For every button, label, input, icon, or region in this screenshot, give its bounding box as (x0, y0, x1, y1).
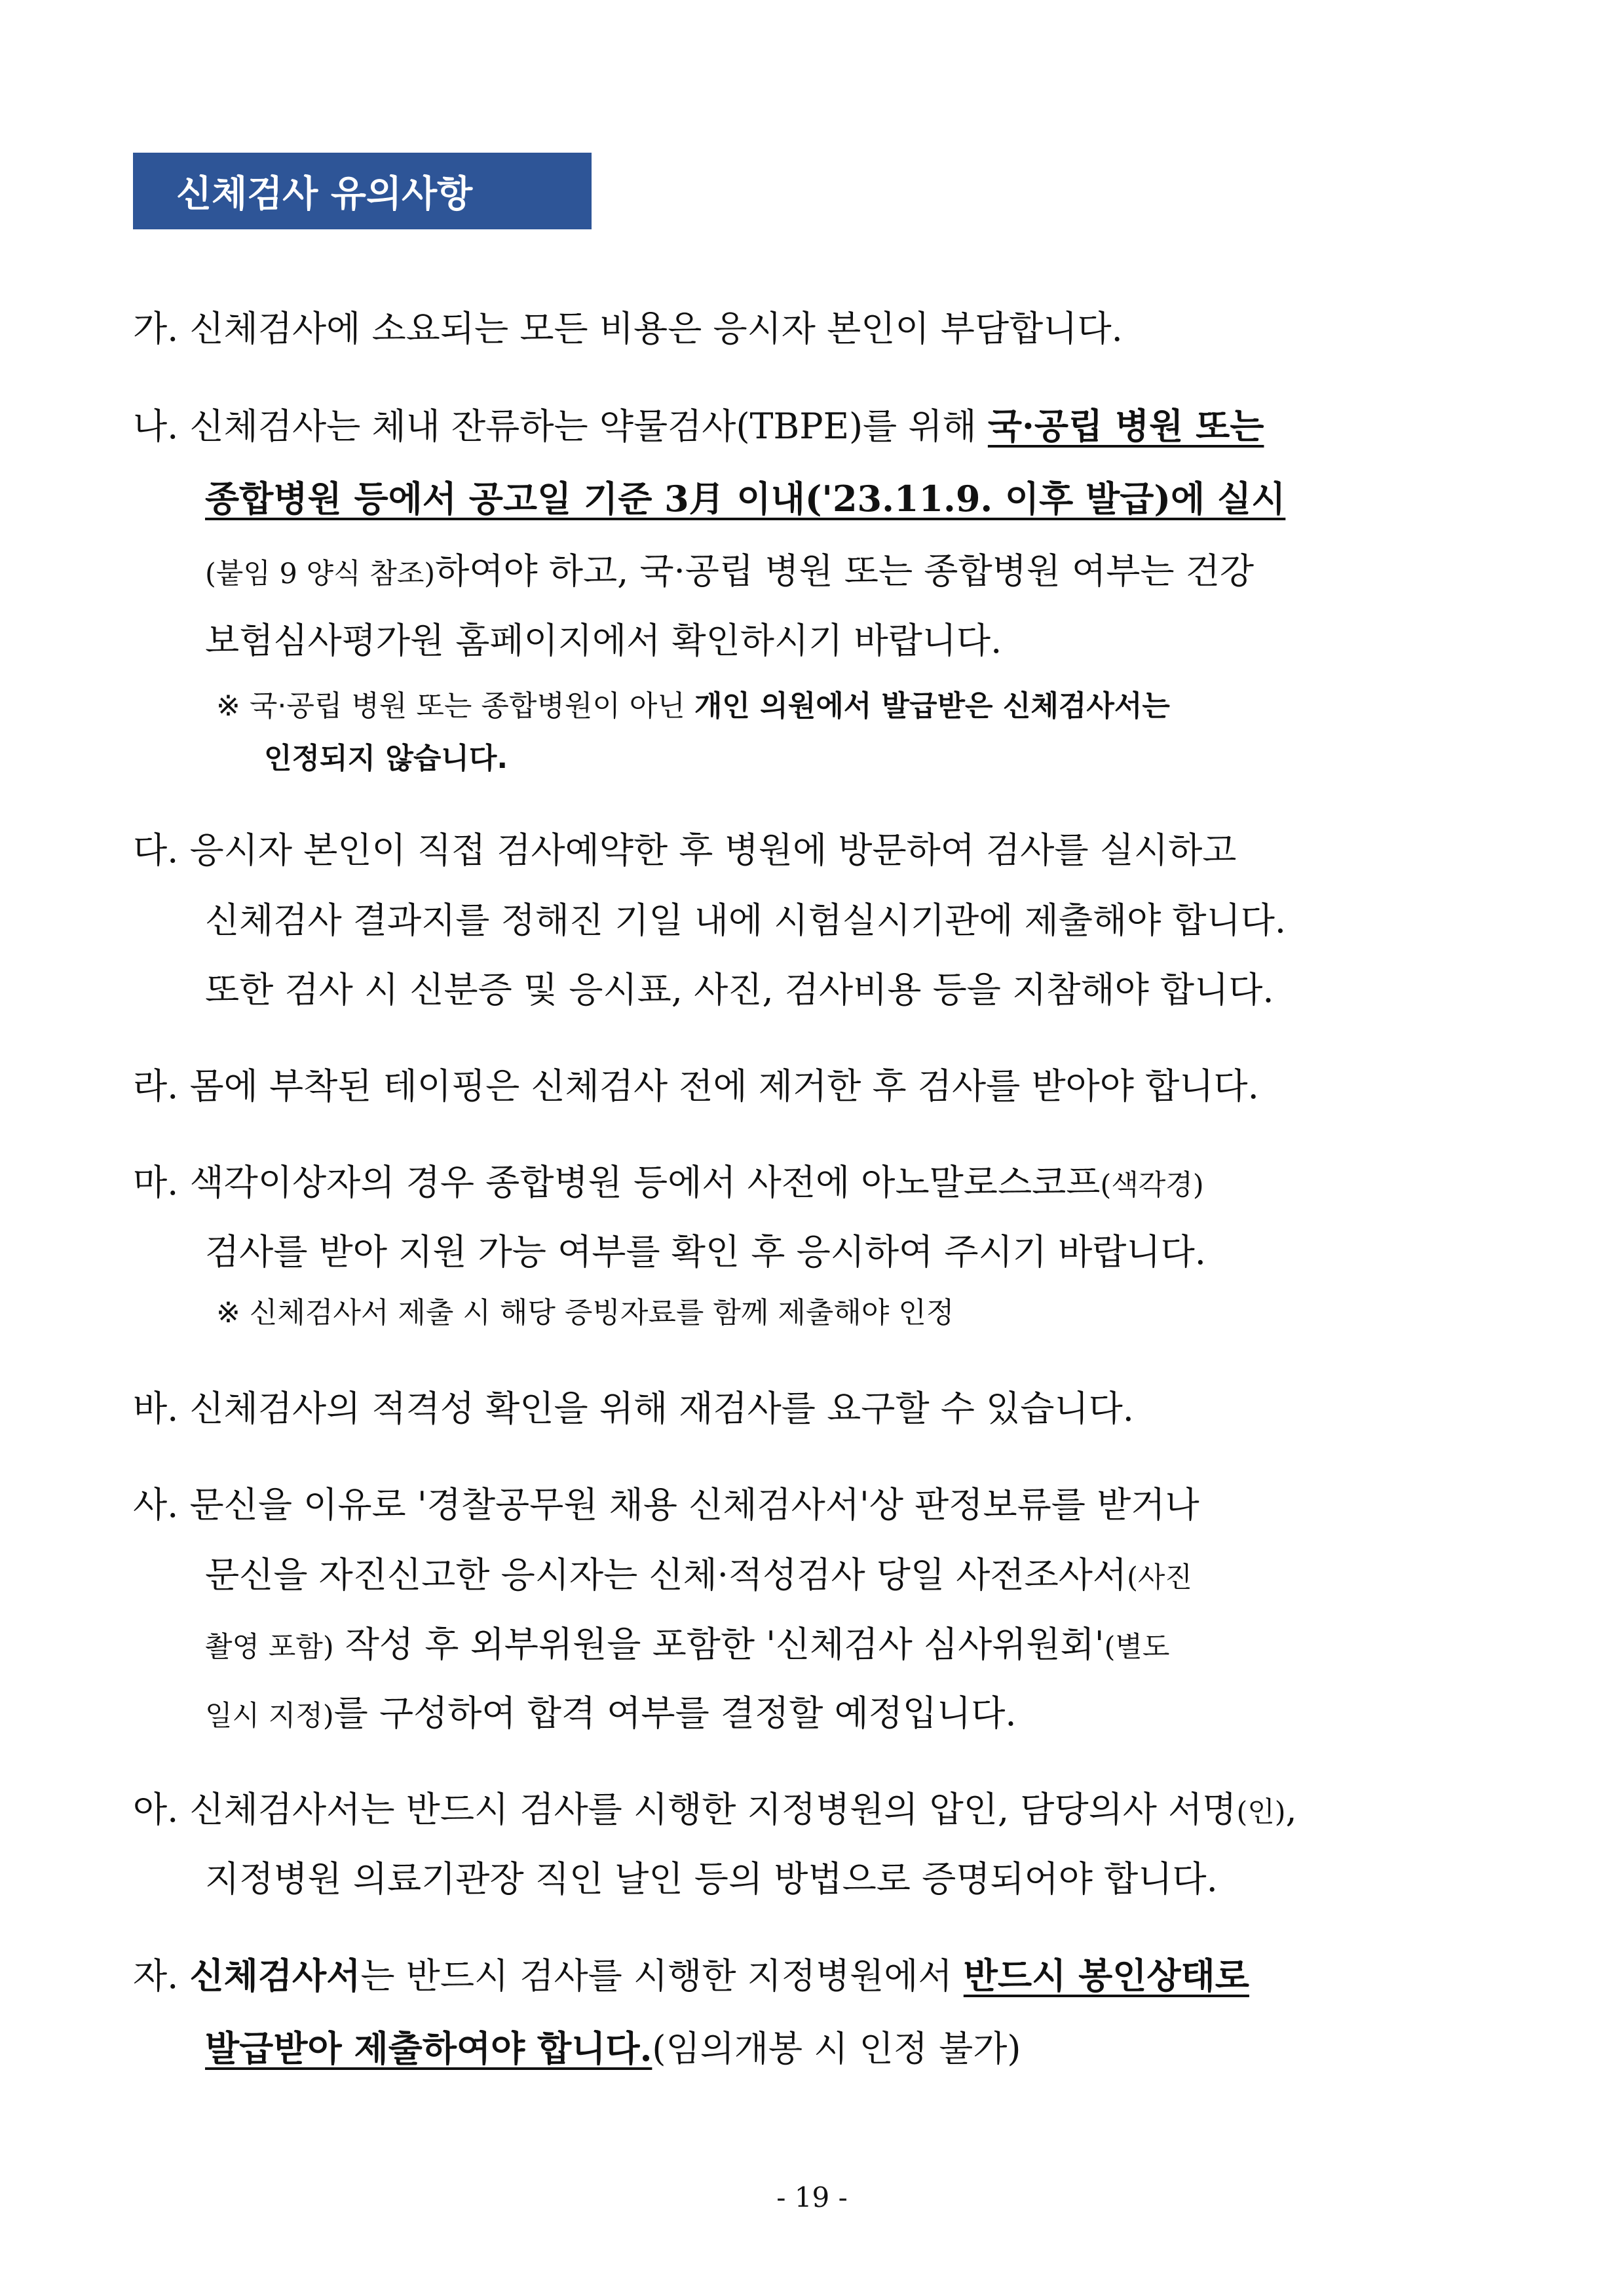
item-na-text: 신체검사는 체내 잔류하는 약물검사(TBPE)를 위해 (189, 406, 988, 447)
item-na-text-4: 보험심사평가원 홈페이지에서 확인하시기 바랍니다. (205, 620, 1002, 661)
item-ja-text: 는 반드시 검사를 시행한 지정병원에서 (360, 1955, 964, 1997)
item-sa-small-2: 촬영 포함) (205, 1631, 334, 1664)
item-sa-text-1: 문신을 이유로 '경찰공무원 채용 신체검사서'상 판정보류를 받거나 (189, 1484, 1199, 1525)
item-sa-text-2: 문신을 자진신고한 응시자는 신체·적성검사 당일 사전조사서 (205, 1554, 1127, 1596)
item-marker: 자. (133, 1955, 179, 1997)
item-na-line1 (133, 401, 1264, 451)
note-mark: ※ (216, 1296, 240, 1330)
page-number: - 19 - (776, 2181, 848, 2213)
item-ja-text-2: (임의개봉 시 인정 불가) (652, 2028, 1021, 2069)
item-sa-line4 (205, 1689, 1017, 1738)
item-na-line2 (205, 474, 1285, 524)
item-marker: 라. (133, 1065, 179, 1107)
item-marker: 바. (133, 1388, 179, 1429)
item-na-text-3: 하여야 하고, 국·공립 병원 또는 종합병원 여부는 건강 (435, 550, 1255, 592)
item-sa-small-4: 일시 지정) (205, 1700, 334, 1732)
section-title (133, 153, 592, 229)
item-sa-small-3: (별도 (1104, 1631, 1170, 1664)
item-marker: 나. (133, 406, 179, 447)
item-ja-emphasis-2: 발급받아 제출하여야 합니다. (205, 2027, 652, 2069)
item-sa-line3 (205, 1620, 1169, 1670)
item-a-line2 (205, 1854, 1218, 1904)
item-ba-text: 신체검사의 적격성 확인을 위해 재검사를 요구할 수 있습니다. (189, 1388, 1134, 1429)
item-da-line1 (133, 826, 1236, 875)
item-marker: 아. (133, 1789, 179, 1830)
item-na-emphasis: 국·공립 병원 또는 (987, 405, 1264, 447)
item-ra (133, 1062, 1259, 1111)
item-na-line4 (205, 616, 1002, 666)
item-da-line2 (205, 896, 1286, 946)
item-ga-text: 신체검사에 소요되는 모든 비용은 응시자 본인이 부담합니다. (189, 308, 1123, 349)
item-da-text-3: 또한 검사 시 신분증 및 응시표, 사진, 검사비용 등을 지참해야 합니다. (205, 969, 1274, 1010)
item-na-emphasis-2: 종합병원 등에서 공고일 기준 3月 이내('23.11.9. 이후 발급)에 실시 (205, 478, 1286, 520)
item-ja-line2 (205, 2023, 1021, 2073)
item-da-text-2: 신체검사 결과지를 정해진 기일 내에 시험실시기관에 제출해야 합니다. (205, 900, 1287, 941)
note-text: 신체검사서 제출 시 해당 증빙자료를 함께 제출해야 인정 (249, 1296, 954, 1330)
item-ra-text: 몸에 부착된 테이핑은 신체검사 전에 제거한 후 검사를 받아야 합니다. (189, 1065, 1259, 1107)
item-ma-text-1: 색각이상자의 경우 종합병원 등에서 사전에 아노말로스코프 (189, 1162, 1101, 1203)
item-ma-line2 (205, 1227, 1206, 1277)
item-sa-line2 (205, 1550, 1192, 1600)
item-ma-small: (색각경) (1100, 1169, 1204, 1202)
item-ma-line1 (133, 1158, 1204, 1208)
note-bold: 개인 의원에서 발급받은 신체검사서는 (694, 689, 1170, 723)
item-ma-note (216, 1292, 954, 1334)
item-na-line3 (205, 546, 1254, 596)
item-a-text-2: 지정병원 의료기관장 직인 날인 등의 방법으로 증명되어야 합니다. (205, 1858, 1218, 1900)
note-bold-2: 인정되지 않습니다. (264, 742, 508, 775)
item-ja-line1 (133, 1951, 1249, 2000)
item-a-text-1: 신체검사서는 반드시 검사를 시행한 지정병원의 압인, 담당의사 서명 (189, 1789, 1237, 1830)
item-ba (133, 1384, 1134, 1434)
item-ma-text-2: 검사를 받아 지원 가능 여부를 확인 후 응시하여 주시기 바랍니다. (205, 1231, 1206, 1272)
item-na-note (216, 685, 1170, 727)
item-sa-text-4: 를 구성하여 합격 여부를 결정할 예정입니다. (333, 1693, 1017, 1734)
item-ja-emphasis: 반드시 봉인상태로 (963, 1955, 1249, 1997)
item-marker: 가. (133, 308, 179, 349)
item-na-note-cont (264, 738, 508, 780)
item-ga (133, 304, 1123, 354)
section-title-text: 신체검사 유의사항 (176, 172, 473, 216)
item-da-line3 (205, 965, 1274, 1015)
note-text: 국·공립 병원 또는 종합병원이 아닌 (249, 689, 694, 723)
note-mark: ※ (216, 689, 240, 723)
item-ja-bold: 신체검사서 (189, 1955, 361, 1997)
item-da-text-1: 응시자 본인이 직접 검사예약한 후 병원에 방문하여 검사를 실시하고 (189, 830, 1237, 871)
item-sa-text-3: 작성 후 외부위원을 포함한 '신체검사 심사위원회' (333, 1624, 1105, 1665)
item-sa-line1 (133, 1480, 1199, 1530)
item-a-small: (인) (1236, 1796, 1286, 1829)
item-sa-small: (사진 (1127, 1561, 1192, 1594)
item-na-reference: (붙임 9 양식 참조) (205, 558, 436, 590)
item-marker: 다. (133, 830, 179, 871)
item-a-comma: , (1285, 1789, 1297, 1830)
item-marker: 마. (133, 1162, 179, 1203)
item-a-line1 (133, 1785, 1297, 1835)
item-marker: 사. (133, 1484, 179, 1525)
